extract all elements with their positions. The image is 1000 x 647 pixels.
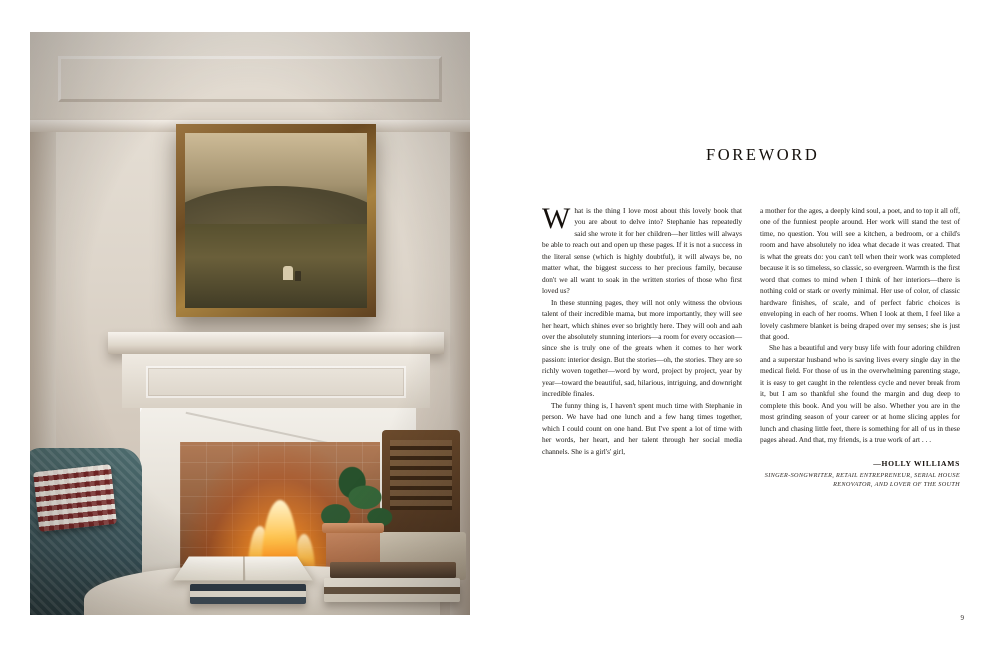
page-number: 9 bbox=[960, 614, 964, 622]
book-stack-front bbox=[190, 584, 306, 604]
mantel-shelf bbox=[108, 332, 444, 354]
column-right bbox=[760, 205, 960, 490]
living-room-fireplace-photograph bbox=[30, 32, 470, 615]
plaid-pillow bbox=[33, 464, 117, 532]
foreword-page bbox=[500, 0, 1000, 647]
ceiling bbox=[30, 32, 470, 124]
column-left bbox=[542, 202, 742, 490]
paragraph: In these stunning pages, they will not only witness the obvious talent of their incredible mama, but more importantly, they will see her heart, which shines ever so brightly here. They will ooh and aah over the absolutely stunning interiors—a room for every occasion—since she is truly one of the greats when it comes to her work passion: interior design. But the stories—oh, the stories. They are so richly woven together—word by word, project by project, year by year—toward the beautiful, sad, hilarious, intriguing, and downright incredible finales. bbox=[542, 297, 742, 399]
photograph-page bbox=[30, 32, 470, 615]
painting-field bbox=[185, 224, 367, 308]
book-stack-right bbox=[324, 578, 460, 602]
paragraph-text: hat is the thing I love most about this lovely book that you are about to delve into? Stephanie has repeatedly said she wrote it for her children—her littles will always be able to reach out and open up these pages. If it is not a success in the literal sense (which is highly doubtful), it will always be, no matter what, the biggest success to her precious family, because don't we all want to soak in the written stories of those who first loved us? bbox=[542, 206, 742, 296]
text-columns bbox=[542, 202, 960, 490]
paragraph: The funny thing is, I haven't spent much time with Stephanie in person. We have had one lunch and a few hang times together, which I could count on one hand. But I've spent a lot of time with her words, her heart, and her talent through her social media channels. She is a girl's' girl, bbox=[542, 400, 742, 456]
gilt-picture-frame bbox=[176, 124, 376, 317]
byline-credit: SINGER-SONGWRITER, RETAIL ENTREPRENEUR, SERIAL HOUSE RENOVATOR, AND LOVER OF THE SOUTH bbox=[764, 472, 960, 489]
paragraph: She has a beautiful and very busy life with four adoring children and a superstar husband who is saving lives every single day in the medical field. For those of us in the overwhelming parenting stage, it is easy to get caught in the relentless cycle and never break from it, but I am so thankful she found the margin and dug deep to complete this book. And you will be also. Whether you are in the most grinding season of your career or at home slicing apples for lunch and chasing little feet, there is something for all of us in these pages ahead. And that, my friends, is a true work of art . . . bbox=[760, 343, 960, 445]
book-stack-back bbox=[330, 562, 456, 578]
paragraph: a mother for the ages, a deeply kind soul, a poet, and to top it all off, one of the funniest people around. Her work will stand the test of time, no question. You will see a kitchen, a bedroom, or a child's room and have absolutely no idea what decade it was created. That is what the greats do: you can't tell when their work was completed because it is so timeless, so classic, so evergreen. Warmth is the first word that comes to mind when I think of her interiors—there is nothing cold or stark or overly minimal. Her use of color, of classic hardware finishes, of scale, and of perfect fabric choices is enveloping in each of her rooms. When I look at them, I feel like a lovely cashmere blanket is being draped over my senses; she is just that good. bbox=[760, 206, 960, 341]
painting-figure bbox=[283, 266, 293, 280]
byline: —HOLLY WILLIAMS bbox=[873, 458, 960, 468]
drop-cap: W bbox=[542, 202, 571, 235]
paragraph bbox=[542, 202, 742, 297]
page-title: FOREWORD bbox=[706, 145, 820, 164]
mantel-body bbox=[122, 354, 430, 408]
landscape-painting bbox=[185, 133, 367, 308]
open-book bbox=[173, 557, 312, 581]
